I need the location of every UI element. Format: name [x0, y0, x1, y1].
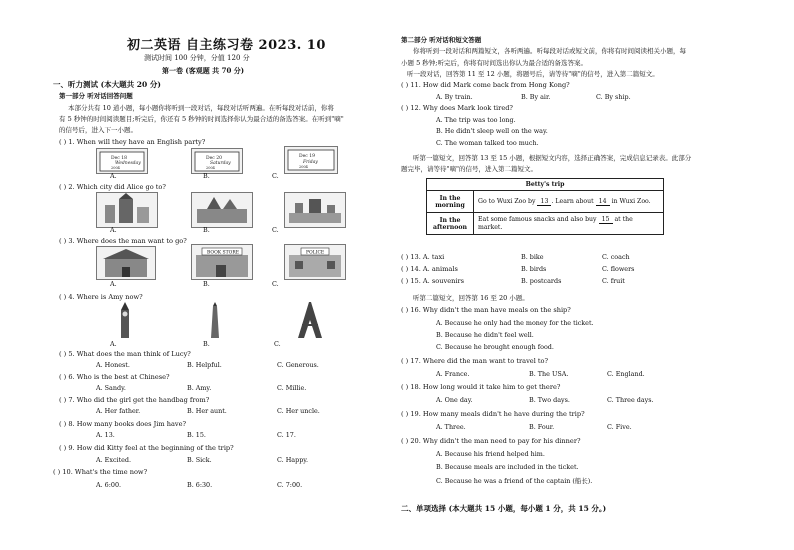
question-5: ( ) 5. What does the man think of Lucy? [59, 350, 191, 358]
book-store-sign: BOOK STORE [207, 250, 240, 256]
blank-13: 13 [537, 198, 551, 206]
calendar-b-text: Saturday [210, 161, 231, 166]
part2-instruction: 你将听到一段对话和两篇短文，各听两遍。听每段对话或短文前，你将有时间阅读相关小题，每 [413, 47, 686, 55]
option-a: A. By train. [436, 93, 473, 101]
question-11: ( ) 11. How did Mark come back from Hong Kong? [401, 81, 570, 89]
row-label-line: In the [439, 216, 461, 224]
city-landmark-image-b [191, 192, 253, 228]
part2-instruction: 小题 5 秒钟;听完后，你将有时间选出你认为最合适的备选答案。 [401, 59, 587, 67]
option-b: B. The USA. [529, 370, 569, 378]
option-b: B. Amy. [187, 384, 212, 392]
exam-title: 初二英语 自主练习卷 2023. 10 [127, 38, 326, 53]
question-7: ( ) 7. Who did the girl get the handbag from? [59, 396, 210, 404]
part2-instruction: 听一段对话，回答第 11 至 12 小题，将题号后，请等待"嘀"的信号，进入第二篇短文。 [407, 70, 659, 78]
option-b: B. Because meals are included in the ticket. [436, 463, 579, 471]
calendar-b-text: Dec 20 [206, 156, 222, 161]
passage2-instruction: 听第二篇短文，回答第 16 至 20 小题。 [413, 294, 529, 302]
option-a: A. 6:00. [96, 481, 122, 489]
option-b: B. Two days. [529, 396, 570, 404]
option-c: C. coach [602, 253, 630, 261]
question-20: ( ) 20. Why didn't the man need to pay for his dinner? [401, 437, 581, 445]
option-b: B. Because he didn't feel well. [436, 331, 534, 339]
option-b: B. By air. [521, 93, 551, 101]
city-landmark-image-a [96, 192, 158, 228]
option-c: C. Millie. [277, 384, 307, 392]
option-b: B. Helpful. [187, 361, 222, 369]
option-b: B. postcards [521, 277, 562, 285]
option-label-c: C. [274, 340, 281, 348]
calendar-a-text: Wednesday [115, 161, 141, 166]
option-a: A. Sandy. [96, 384, 126, 392]
question-9: ( ) 9. How did Kitty feel at the beginning of the trip? [59, 444, 234, 452]
cell-text: at the market. [478, 216, 633, 231]
part1-instruction: 有 5 秒钟的时间阅读题目;听完后，你还有 5 秒钟的时间选择你认为最合适的备选答案。在听到"嘀" [59, 115, 344, 123]
option-c: C. Because he brought enough food. [436, 343, 554, 351]
option-a: A. The trip was too long. [436, 116, 516, 124]
part1-title: 第一部分 听对话回答问题 [59, 92, 133, 100]
option-label-a: A. [110, 172, 117, 180]
question-4: ( ) 4. Where is Amy now? [59, 293, 143, 301]
blank-14: 14 [596, 198, 610, 206]
question-17: ( ) 17. Where did the man want to travel to? [401, 357, 549, 365]
police-sign: POLICE [306, 250, 325, 256]
option-a: A. Her father. [96, 407, 141, 415]
row-label-line: morning [435, 201, 465, 209]
question-14: ( ) 14. A. animals [401, 265, 458, 273]
calendar-a-text: Dec 18 [111, 156, 127, 161]
question-12: ( ) 12. Why does Mark look tired? [401, 104, 513, 112]
blank-15: 15 [599, 216, 613, 224]
question-2: ( ) 2. Which city did Alice go to? [59, 183, 166, 191]
question-10: ( ) 10. What's the time now? [53, 468, 148, 476]
question-6: ( ) 6. Who is the best at Chinese? [59, 373, 170, 381]
row-label-line: In the [439, 194, 461, 202]
option-a: A. Honest. [96, 361, 130, 369]
option-c: C. Five. [607, 423, 632, 431]
part2-title: 第二部分 听对话和短文答题 [401, 36, 482, 44]
option-a: A. 13. [96, 431, 115, 439]
city-landmark-image-c [284, 192, 346, 228]
option-label-a: A. [110, 340, 117, 348]
option-c: C. Because he was a friend of the captain (船长). [436, 477, 593, 485]
option-a: A. Three. [436, 423, 466, 431]
calendar-c-text: 2004 [299, 165, 308, 169]
row-label-line: afternoon [433, 223, 467, 231]
option-label-b: B. [203, 340, 210, 348]
option-c: C. The woman talked too much. [436, 139, 539, 147]
calendar-c-text: Friday [303, 160, 318, 165]
table-header: Betty's trip [427, 179, 664, 191]
option-label-c: C. [272, 172, 279, 180]
calendar-image-c [284, 146, 338, 174]
cell-text: Go to Wuxi Zoo by [478, 197, 536, 205]
big-ben-image [112, 302, 138, 340]
part1-instruction: 的信号后，进入下一小题。 [59, 126, 137, 134]
question-18: ( ) 18. How long would it take him to get there? [401, 383, 561, 391]
option-b: B. Four. [529, 423, 555, 431]
option-c: C. flowers [602, 265, 635, 273]
row-content-morning [474, 191, 664, 213]
volume-title: 第一卷 (客观题 共 70 分) [162, 66, 245, 75]
option-b: B. Sick. [187, 456, 212, 464]
option-label-a: A. [110, 280, 117, 288]
question-16: ( ) 16. Why didn't the man have meals on the ship? [401, 306, 571, 314]
betty-trip-table [426, 178, 664, 235]
option-c: C. Generous. [277, 361, 319, 369]
option-b: B. birds [521, 265, 547, 273]
cell-text: in Wuxi Zoo. [611, 197, 651, 205]
option-label-c: C. [272, 226, 279, 234]
option-label-a: A. [110, 226, 117, 234]
option-c: C. 17. [277, 431, 296, 439]
calendar-image-a [96, 148, 148, 174]
calendar-image-b [191, 148, 243, 174]
option-label-c: C. [272, 280, 279, 288]
option-label-b: B. [203, 280, 210, 288]
question-15: ( ) 15. A. souvenirs [401, 277, 464, 285]
cell-text: Eat some famous snacks and also buy [478, 216, 597, 223]
option-a: A. Because his friend helped him. [436, 450, 545, 458]
passage1-instruction: 听第一篇短文，回答第 13 至 15 小题，根据短文内容，选择正确答案，完成信息记录表。此部分 [413, 154, 692, 162]
row-content-afternoon [474, 213, 664, 235]
question-19: ( ) 19. How many meals didn't he have during the trip? [401, 410, 585, 418]
option-c: C. Three days. [607, 396, 654, 404]
question-3: ( ) 3. Where does the man want to go? [59, 237, 187, 245]
calendar-b-text: 2004 [206, 166, 215, 170]
option-b: B. 15. [187, 431, 206, 439]
row-label-afternoon [427, 213, 474, 235]
option-c: C. By ship. [596, 93, 631, 101]
option-a: A. One day. [436, 396, 473, 404]
option-c: C. Happy. [277, 456, 309, 464]
question-1: ( ) 1. When will they have an English party? [59, 138, 206, 146]
option-b: B. bike [521, 253, 544, 261]
option-c: C. fruit [602, 277, 625, 285]
calendar-a-text: 2004 [111, 166, 120, 170]
option-label-b: B. [203, 172, 210, 180]
option-a: A. Excited. [96, 456, 132, 464]
section-single-choice-title: 二、单项选择 (本大题共 15 小题，每小题 1 分，共 15 分。) [401, 504, 607, 513]
police-station-image [284, 244, 346, 280]
option-c: C. 7:00. [277, 481, 303, 489]
section-listening-title: 一、听力测试 (本大题共 20 分) [53, 80, 161, 89]
eiffel-tower-image [294, 302, 326, 340]
row-label-morning [427, 191, 474, 213]
option-a: A. France. [436, 370, 470, 378]
option-b: B. 6:30. [187, 481, 213, 489]
exam-meta: 测试时间 100 分钟，分值 120 分 [144, 54, 250, 62]
part1-instruction: 本部分共有 10 道小题，每小题你将听到一段对话，每段对话听两遍。在听每段对话前，你将 [68, 104, 334, 112]
option-b: B. Her aunt. [187, 407, 227, 415]
cell-text: . Learn about [551, 197, 594, 205]
option-c: C. Her uncle. [277, 407, 320, 415]
book-store-image [191, 244, 253, 280]
question-13: ( ) 13. A. taxi [401, 253, 445, 261]
calendar-c-text: Dec 19 [299, 154, 315, 159]
option-label-b: B. [203, 226, 210, 234]
monument-image [202, 302, 228, 340]
option-b: B. He didn't sleep well on the way. [436, 127, 548, 135]
option-a: A. Because he only had the money for the ticket. [436, 319, 594, 327]
option-c: C. England. [607, 370, 645, 378]
passage1-instruction: 题完毕，请等待"嘀"的信号，进入第二篇短文。 [401, 165, 537, 173]
question-8: ( ) 8. How many books does Jim have? [59, 420, 187, 428]
building-image-a [96, 246, 156, 280]
